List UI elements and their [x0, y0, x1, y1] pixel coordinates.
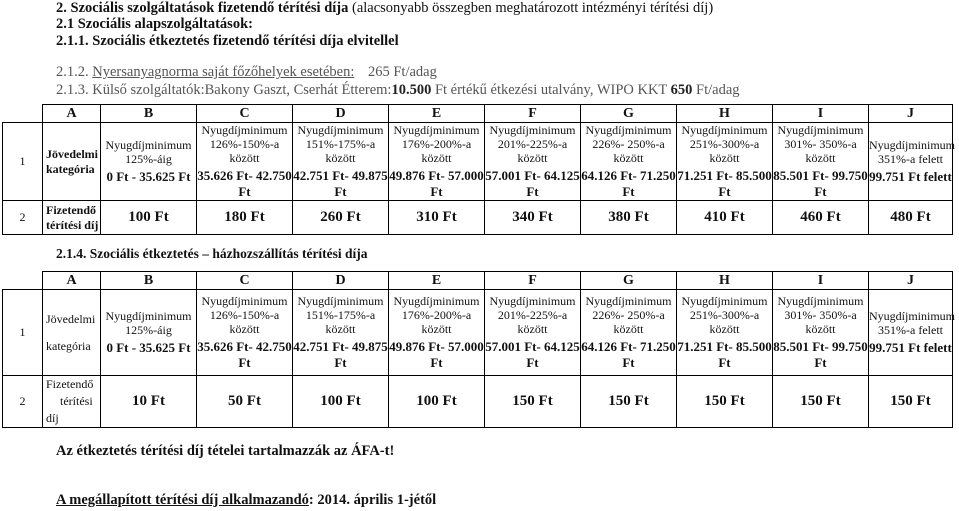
line-2-1-3-text: Külső szolgáltatók:Bakony Gaszt, Cserhát Étterem:	[92, 82, 392, 98]
table-corner-cell	[3, 105, 43, 123]
row-number: 2	[3, 201, 43, 235]
fee-value: 50 Ft	[197, 376, 293, 428]
fee-table-elvitel	[2, 104, 956, 235]
category-cell	[101, 123, 197, 201]
row-number: 1	[3, 290, 43, 376]
line-2-1-3-number: 2.1.3.	[56, 82, 89, 98]
column-header: C	[197, 105, 293, 123]
column-header: I	[773, 272, 869, 290]
effective-date-note	[56, 492, 436, 509]
fee-label: Fizetendő térítési díj	[43, 201, 101, 235]
category-desc: Nyugdíjminimum 251%-300%-a között	[681, 294, 768, 336]
column-header: J	[869, 272, 953, 290]
fee-value: 150 Ft	[773, 376, 869, 428]
heading-section-2	[56, 0, 713, 17]
category-range: 64.126 Ft- 71.250 Ft	[581, 168, 676, 199]
dij-word: díj	[46, 411, 59, 425]
income-category-label: Jövedelmi kategória	[43, 123, 101, 201]
category-desc: Nyugdíjminimum 301%- 350%-a között	[777, 123, 864, 165]
table-header-row	[3, 272, 953, 290]
category-desc: Nyugdíjminimum 251%-300%-a között	[681, 123, 768, 165]
category-cell	[389, 290, 485, 376]
fee-value: 410 Ft	[677, 201, 773, 235]
fee-value: 310 Ft	[389, 201, 485, 235]
category-cell	[869, 123, 956, 201]
heading-section-2-suffix: (alacsonyabb összegben meghatározott intézményi térítési díj)	[352, 0, 714, 16]
column-header: E	[389, 105, 485, 123]
category-desc: Nyugdíjminimum 226%- 250%-a között	[585, 123, 672, 165]
line-2-1-3	[56, 82, 740, 99]
category-range: 57.001 Ft- 64.125 Ft	[485, 339, 580, 370]
category-cell	[485, 123, 581, 201]
column-header: D	[293, 272, 389, 290]
fee-value: 380 Ft	[581, 201, 677, 235]
table-row-fee	[3, 376, 953, 428]
column-header: H	[677, 272, 773, 290]
fee-label	[43, 376, 101, 428]
column-header: H	[677, 105, 773, 123]
category-range: 42.751 Ft- 49.875 Ft	[293, 168, 388, 199]
heading-section-2-1: 2.1 Szociális alapszolgáltatások:	[56, 16, 253, 32]
table-corner-cell	[3, 272, 43, 290]
fee-value: 150 Ft	[485, 376, 581, 428]
row-number: 1	[3, 123, 43, 201]
fee-word: Fizetendő	[46, 377, 94, 391]
category-range: 35.626 Ft- 42.750 Ft	[197, 339, 292, 370]
column-header: A	[43, 272, 101, 290]
category-cell	[581, 123, 677, 201]
column-header: E	[389, 272, 485, 290]
category-cell	[293, 290, 389, 376]
line-2-1-3-value-a: 10.500	[391, 82, 432, 98]
category-cell	[101, 290, 197, 376]
category-cell	[197, 290, 293, 376]
fee-table-hazhozszallitas	[2, 271, 956, 428]
column-header: F	[485, 105, 581, 123]
fee-value: 100 Ft	[101, 201, 197, 235]
effective-date-label: A megállapított térítési díj alkalmazandó	[56, 492, 309, 508]
fee-value: 100 Ft	[293, 376, 389, 428]
category-cell	[581, 290, 677, 376]
table-row-income	[3, 123, 953, 201]
category-desc: Nyugdíjminimum 176%-200%-a között	[393, 123, 480, 165]
category-cell	[293, 123, 389, 201]
line-2-1-3-text3: Ft/adag	[696, 82, 740, 98]
fee-value: 10 Ft	[101, 376, 197, 428]
category-cell	[197, 123, 293, 201]
fee-value: 460 Ft	[773, 201, 869, 235]
category-desc: Nyugdíjminimum 351%-a felett	[869, 309, 956, 337]
category-desc: Nyugdíjminimum 201%-225%-a között	[489, 123, 576, 165]
income-word: Jövedelmi	[46, 311, 96, 326]
category-range: 71.251 Ft- 85.500 Ft	[677, 168, 772, 199]
line-2-1-3-text2: Ft értékű étkezési utalvány, WIPO KKT	[434, 82, 668, 98]
column-header: B	[101, 272, 197, 290]
category-desc: Nyugdíjminimum 151%-175%-a között	[297, 294, 384, 336]
category-desc: Nyugdíjminimum 226%- 250%-a között	[585, 294, 672, 336]
fee-value: 480 Ft	[869, 201, 953, 235]
column-header: F	[485, 272, 581, 290]
fee-value: 100 Ft	[389, 376, 485, 428]
heading-section-2-1-4: 2.1.4. Szociális étkeztetés – házhozszállítás térítési díja	[56, 246, 368, 261]
category-desc: Nyugdíjminimum 126%-150%-a között	[201, 123, 288, 165]
fee-value: 150 Ft	[581, 376, 677, 428]
line-2-1-2-text: Nyersanyagnorma saját főzőhelyek esetében:	[92, 64, 355, 80]
fee-value: 150 Ft	[869, 376, 953, 428]
category-word: kategória	[46, 338, 91, 353]
column-header: B	[101, 105, 197, 123]
fee-value: 260 Ft	[293, 201, 389, 235]
category-cell	[869, 290, 956, 376]
category-range: 0 Ft - 35.625 Ft	[106, 340, 191, 355]
category-range: 49.876 Ft- 57.000 Ft	[389, 339, 484, 370]
effective-date-value: : 2014. április 1-jétől	[308, 492, 437, 508]
category-range: 64.126 Ft- 71.250 Ft	[581, 339, 676, 370]
row-number: 2	[3, 376, 43, 428]
table-row-income	[3, 290, 953, 376]
category-range: 42.751 Ft- 49.875 Ft	[293, 339, 388, 370]
category-cell	[389, 123, 485, 201]
category-range: 57.001 Ft- 64.125 Ft	[485, 168, 580, 199]
fee-value: 180 Ft	[197, 201, 293, 235]
category-desc: Nyugdíjminimum 151%-175%-a között	[297, 123, 384, 165]
heading-section-2-title: 2. Szociális szolgáltatások fizetendő térítési díja	[56, 0, 349, 16]
column-header: C	[197, 272, 293, 290]
terites-word: térítési	[60, 394, 93, 408]
category-desc: Nyugdíjminimum 126%-150%-a között	[201, 294, 288, 336]
fee-value: 150 Ft	[677, 376, 773, 428]
category-desc: Nyugdíjminimum 201%-225%-a között	[489, 294, 576, 336]
category-desc: Nyugdíjminimum 125%-áig	[105, 309, 192, 337]
category-desc: Nyugdíjminimum 176%-200%-a között	[393, 294, 480, 336]
line-2-1-2-value: 265 Ft/adag	[367, 64, 437, 80]
vat-note: Az étkeztetés térítési díj tételei tartalmazzák az ÁFA-t!	[56, 443, 395, 459]
column-header: I	[773, 105, 869, 123]
category-range: 0 Ft - 35.625 Ft	[106, 169, 191, 184]
category-range: 49.876 Ft- 57.000 Ft	[389, 168, 484, 199]
category-range: 35.626 Ft- 42.750 Ft	[197, 168, 292, 199]
category-cell	[677, 290, 773, 376]
column-header: A	[43, 105, 101, 123]
category-cell	[773, 290, 869, 376]
table-row-fee	[3, 201, 953, 235]
income-category-label	[43, 290, 101, 376]
table-header-row	[3, 105, 953, 123]
category-desc: Nyugdíjminimum 125%-áig	[105, 138, 192, 166]
column-header: G	[581, 105, 677, 123]
heading-section-2-1-1: 2.1.1. Szociális étkeztetés fizetendő térítési díja elvitellel	[56, 33, 399, 49]
line-2-1-3-value-b: 650	[670, 82, 693, 98]
category-range: 99.751 Ft felett	[869, 169, 952, 184]
category-range: 99.751 Ft felett	[869, 340, 952, 355]
category-cell	[677, 123, 773, 201]
category-desc: Nyugdíjminimum 301%- 350%-a között	[777, 294, 864, 336]
category-range: 85.501 Ft- 99.750 Ft	[773, 168, 868, 199]
line-2-1-2	[56, 64, 437, 81]
column-header: J	[869, 105, 953, 123]
category-cell	[485, 290, 581, 376]
column-header: G	[581, 272, 677, 290]
category-desc: Nyugdíjminimum 351%-a felett	[869, 138, 956, 166]
category-range: 71.251 Ft- 85.500 Ft	[677, 339, 772, 370]
line-2-1-2-number: 2.1.2.	[56, 64, 89, 80]
category-cell	[773, 123, 869, 201]
column-header: D	[293, 105, 389, 123]
fee-value: 340 Ft	[485, 201, 581, 235]
category-range: 85.501 Ft- 99.750 Ft	[773, 339, 868, 370]
